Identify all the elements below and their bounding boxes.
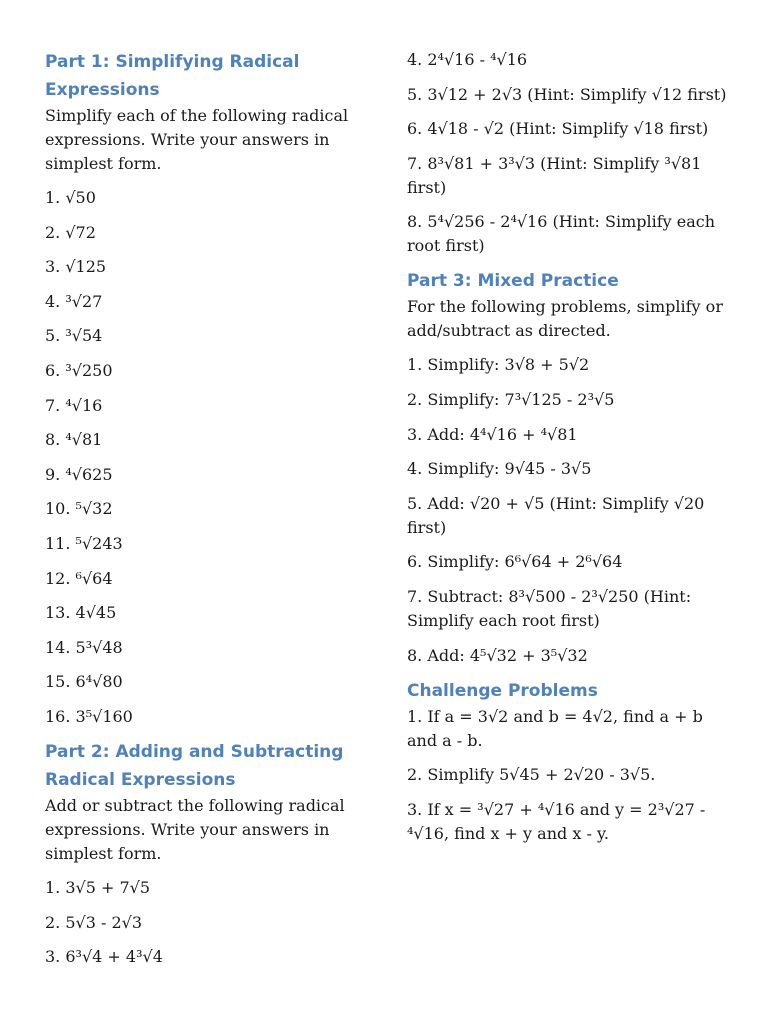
list-item: 16. 3⁵√160 bbox=[45, 706, 133, 726]
list-item: 5. ³√54 bbox=[45, 326, 103, 346]
list-item: 4. ³√27 bbox=[45, 291, 103, 311]
list-item: 8. Add: 4⁵√32 + 3⁵√32 bbox=[407, 645, 588, 665]
list-item: 9. ⁴√625 bbox=[45, 464, 113, 484]
list-item: 6. Simplify: 6⁶√64 + 2⁶√64 bbox=[407, 552, 623, 572]
list-item: 3. Add: 4⁴√16 + ⁴√81 bbox=[407, 424, 578, 444]
list-item: 5. 3√12 + 2√3 (Hint: Simplify √12 first) bbox=[407, 84, 727, 104]
list-item: 12. ⁶√64 bbox=[45, 568, 113, 588]
part2-list-left bbox=[45, 876, 375, 969]
list-item: 8. 5⁴√256 - 2⁴√16 (Hint: Simplify each root first) bbox=[407, 212, 716, 256]
list-item: 2. Simplify: 7³√125 - 2³√5 bbox=[407, 389, 615, 409]
list-item: 1. If a = 3√2 and b = 4√2, find a + b and a - b. bbox=[407, 706, 703, 750]
list-item: 1. √50 bbox=[45, 188, 96, 207]
list-item: 6. ³√250 bbox=[45, 360, 113, 380]
list-item: 14. 5³√48 bbox=[45, 637, 123, 657]
list-item: 2. √72 bbox=[45, 222, 96, 242]
part3-list bbox=[407, 353, 737, 667]
part1-heading: Part 1: Simplifying Radical Expressions bbox=[45, 52, 300, 100]
challenge-heading: Challenge Problems bbox=[407, 680, 598, 701]
list-item: 3. If x = ³√27 + ⁴√16 and y = 2³√27 - ⁴√16, find x + y and x - y. bbox=[407, 799, 706, 843]
part1-intro: Simplify each of the following radical expressions. Write your answers in simplest form. bbox=[45, 106, 349, 173]
part2-intro: Add or subtract the following radical expressions. Write your answers in simplest form. bbox=[45, 795, 345, 863]
list-item: 15. 6⁴√80 bbox=[45, 672, 123, 692]
left-column bbox=[45, 0, 375, 969]
list-item: 7. Subtract: 8³√500 - 2³√250 (Hint: Simplify each root first) bbox=[407, 586, 692, 630]
list-item: 3. 6³√4 + 4³√4 bbox=[45, 947, 163, 967]
list-item: 8. ⁴√81 bbox=[45, 430, 103, 450]
list-item: 5. Add: √20 + √5 (Hint: Simplify √20 first) bbox=[407, 493, 705, 537]
list-item: 2. 5√3 - 2√3 bbox=[45, 912, 143, 932]
part3-intro: For the following problems, simplify or add/subtract as directed. bbox=[407, 297, 723, 341]
list-item: 10. ⁵√32 bbox=[45, 499, 113, 519]
list-item: 4. 2⁴√16 - ⁴√16 bbox=[407, 50, 528, 69]
right-column bbox=[407, 0, 737, 846]
list-item: 7. 8³√81 + 3³√3 (Hint: Simplify ³√81 first) bbox=[407, 153, 702, 197]
list-item: 13. 4√45 bbox=[45, 603, 117, 623]
part3-heading: Part 3: Mixed Practice bbox=[407, 271, 619, 292]
list-item: 11. ⁵√243 bbox=[45, 533, 123, 553]
list-item: 2. Simplify 5√45 + 2√20 - 3√5. bbox=[407, 765, 656, 785]
part2-list-right bbox=[407, 48, 737, 258]
list-item: 6. 4√18 - √2 (Hint: Simplify √18 first) bbox=[407, 119, 709, 139]
list-item: 3. √125 bbox=[45, 257, 107, 277]
list-item: 1. 3√5 + 7√5 bbox=[45, 877, 151, 897]
list-item: 4. Simplify: 9√45 - 3√5 bbox=[407, 459, 592, 479]
challenge-list bbox=[407, 705, 737, 846]
list-item: 7. ⁴√16 bbox=[45, 395, 103, 415]
list-item: 1. Simplify: 3√8 + 5√2 bbox=[407, 355, 590, 375]
part2-heading: Part 2: Adding and Subtracting Radical Expressions bbox=[45, 741, 344, 790]
part1-list bbox=[45, 186, 375, 729]
